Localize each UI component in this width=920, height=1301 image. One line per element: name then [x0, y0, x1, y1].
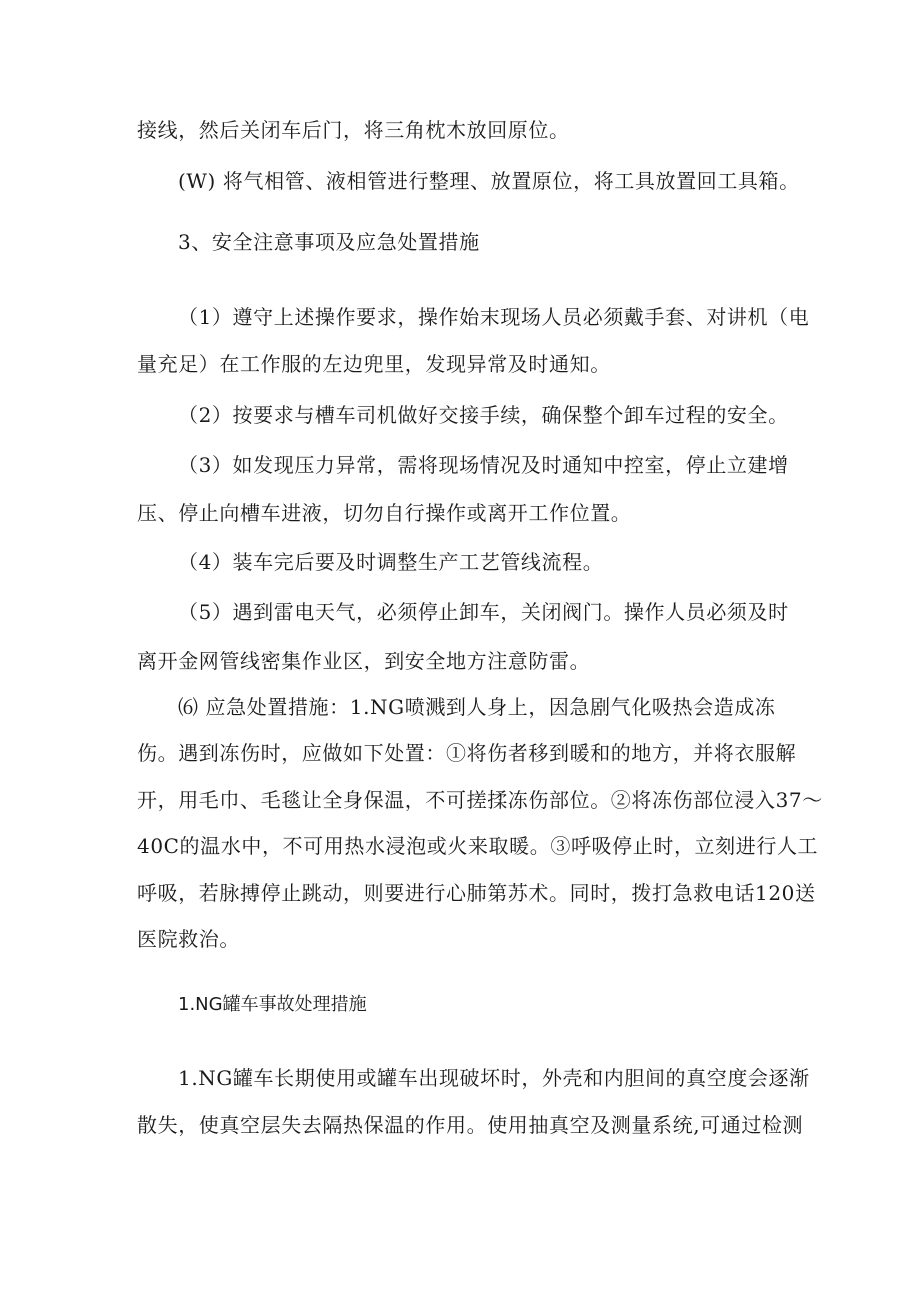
text-line: 1.NG罐车长期使用或罐车出现破坏时，外壳和内胆间的真空度会逐渐 [178, 1066, 810, 1090]
text-line: 压、停止向槽车进液，切勿自行操作或离开工作位置。 [137, 501, 632, 525]
text-line: （5）遇到雷电天气，必须停止卸车，关闭阀门。操作人员必须及时 [178, 600, 789, 624]
text-line: 呼吸，若脉搏停止跳动，则要进行心肺第苏术。同时，拨打急救电话120送 [137, 881, 816, 905]
text-line: 接线，然后关闭车后门，将三角枕木放回原位。 [137, 118, 570, 142]
text-line: 伤。遇到冻伤时，应做如下处置：①将伤者移到暖和的地方，并将衣服解 [137, 741, 797, 765]
text-line: （4）装车完后要及时调整生产工艺管线流程。 [178, 550, 604, 574]
text-line: （2）按要求与槽车司机做好交接手续，确保整个卸车过程的安全。 [178, 403, 789, 427]
text-line: （3）如发现压力异常，需将现场情况及时通知中控室，停止立建增 [178, 453, 789, 477]
text-line: 散失，使真空层失去隔热保温的作用。使用抽真空及测量系统,可通过检测 [137, 1113, 804, 1137]
section-heading: 3、安全注意事项及应急处置措施 [178, 230, 480, 254]
text-line: 开，用毛巾、毛毯让全身保温，不可搓揉冻伤部位。②将冻伤部位浸入37～ [137, 788, 823, 812]
section-heading: 1.NG罐车事故处理措施 [178, 994, 367, 1015]
text-line: （1）遵守上述操作要求，操作始末现场人员必须戴手套、对讲机（电 [178, 305, 810, 329]
text-line: 医院救治。 [137, 927, 240, 951]
text-line: 离开金网管线密集作业区，到安全地方注意防雷。 [137, 649, 591, 673]
text-line: 40C的温水中，不可用热水浸泡或火来取暖。③呼吸停止时，立刻进行人工 [137, 834, 819, 858]
text-line: ⑹ 应急处置措施：1.NG喷溅到人身上，因急剧气化吸热会造成冻 [178, 695, 776, 719]
text-line: (W) 将气相管、液相管进行整理、放置原位，将工具放置回工具箱。 [178, 169, 800, 193]
text-line: 量充足）在工作服的左边兜里，发现异常及时通知。 [137, 352, 611, 376]
